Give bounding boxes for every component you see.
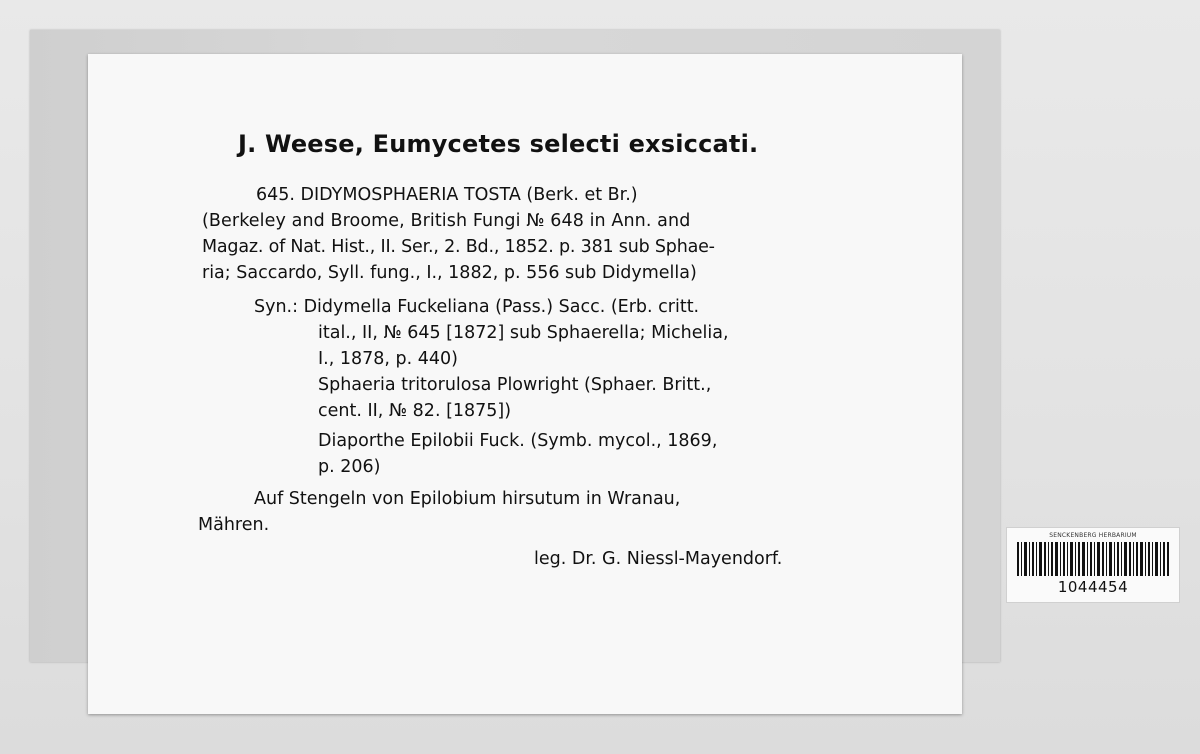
specimen-label [88,54,962,714]
barcode-number: 1044454 [1057,578,1129,596]
label-line-locality-2: Mähren. [198,515,270,535]
label-line-taxon: 645. DIDYMOSPHAERIA TOSTA (Berk. et Br.) [256,185,638,205]
label-line-syn-4: Sphaeria tritorulosa Plowright (Sphaer. Britt., [318,375,712,395]
barcode-icon [1017,542,1169,576]
label-line-ref-3: ria; Saccardo, Syll. fung., I., 1882, p. 556 sub Didymella) [202,263,697,283]
label-line-syn-7: p. 206) [318,457,381,477]
label-line-syn-5: cent. II, № 82. [1875]) [318,401,512,421]
barcode-label [1006,527,1180,603]
label-line-ref-2: Magaz. of Nat. Hist., II. Ser., 2. Bd., 1852. p. 381 sub Sphae- [202,237,715,257]
label-line-syn-6: Diaporthe Epilobii Fuck. (Symb. mycol., 1869, [318,431,718,451]
label-heading: J. Weese, Eumycetes selecti exsiccati. [238,130,759,158]
barcode-institution: SENCKENBERG HERBARIUM [1049,532,1137,539]
label-line-collector: leg. Dr. G. Niessl-Mayendorf. [534,549,783,569]
label-line-syn-2: ital., II, № 645 [1872] sub Sphaerella; Michelia, [318,323,729,343]
label-line-syn-3: I., 1878, p. 440) [318,349,458,369]
label-line-syn-1: Syn.: Didymella Fuckeliana (Pass.) Sacc. (Erb. critt. [254,297,700,317]
label-line-ref-1: (Berkeley and Broome, British Fungi № 648 in Ann. and [202,211,691,231]
label-line-locality-1: Auf Stengeln von Epilobium hirsutum in Wranau, [254,489,681,509]
